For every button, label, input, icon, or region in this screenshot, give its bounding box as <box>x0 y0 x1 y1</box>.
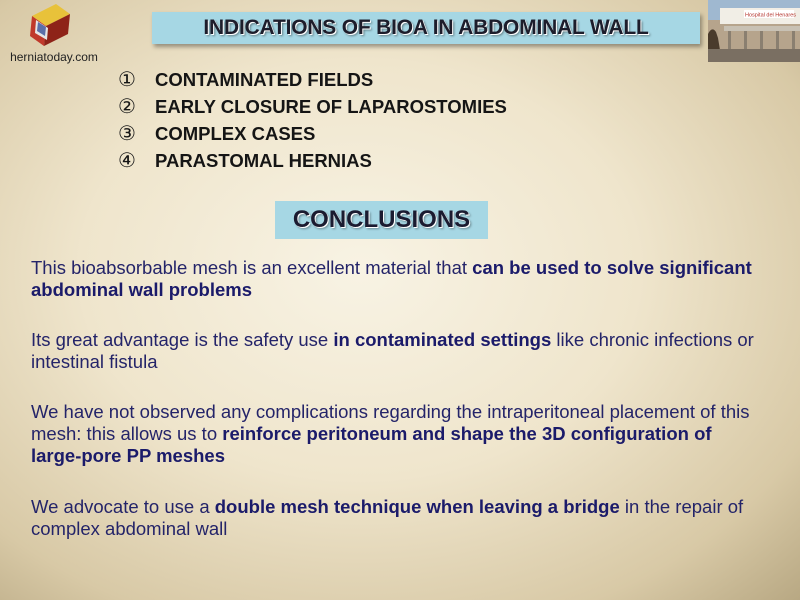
list-number: ② <box>118 96 136 118</box>
list-item <box>118 120 507 147</box>
title-banner <box>152 12 700 44</box>
hospital-photo <box>708 0 800 62</box>
indications-list <box>118 66 507 174</box>
paragraph-text: We have not observed any complications regarding the intraperitoneal placement of this mesh: this allows us to <box>31 401 750 444</box>
list-item-label: EARLY CLOSURE OF LAPAROSTOMIES <box>155 95 507 117</box>
paragraph-text: in the repair of complex abdominal wall <box>31 496 744 539</box>
list-item <box>118 93 507 120</box>
conclusions-heading: CONCLUSIONS <box>292 206 471 233</box>
list-item-label: CONTAMINATED FIELDS <box>155 68 374 90</box>
hospital-building-icon <box>708 0 800 62</box>
list-number: ① <box>118 69 136 91</box>
conclusion-paragraph <box>31 329 761 373</box>
paragraph-text: like chronic infections or intestinal fistula <box>31 329 754 372</box>
paragraph-emphasis: can be used to solve significant abdominal wall problems <box>31 257 752 300</box>
hospital-sign-text: Hospital del Henares <box>745 12 797 19</box>
paragraph-text: This bioabsorbable mesh is an excellent material that <box>31 257 473 278</box>
list-item-label: COMPLEX CASES <box>155 122 316 144</box>
herniatoday-logo <box>4 2 100 68</box>
list-item <box>118 66 507 93</box>
list-number: ③ <box>118 123 136 145</box>
paragraph-emphasis: in contaminated settings <box>333 329 552 350</box>
paragraph-emphasis: reinforce peritoneum and shape the 3D configuration of large-pore PP meshes <box>31 423 712 466</box>
page-title: INDICATIONS OF BIOA IN ABDOMINAL WALL <box>203 16 649 39</box>
paragraph-text: We advocate to use a <box>31 496 215 517</box>
list-number: ④ <box>118 150 136 172</box>
conclusions-banner <box>275 201 488 239</box>
logo-text: herniatoday.com <box>10 50 98 64</box>
paragraph-text: Its great advantage is the safety use <box>31 329 334 350</box>
list-item-label: PARASTOMAL HERNIAS <box>155 149 372 171</box>
herniatoday-logo-icon <box>26 2 76 50</box>
conclusion-paragraph <box>31 257 761 301</box>
list-item <box>118 147 507 174</box>
paragraph-emphasis: double mesh technique when leaving a bridge <box>214 496 620 517</box>
conclusion-paragraph <box>31 496 761 540</box>
conclusion-paragraph <box>31 401 761 467</box>
